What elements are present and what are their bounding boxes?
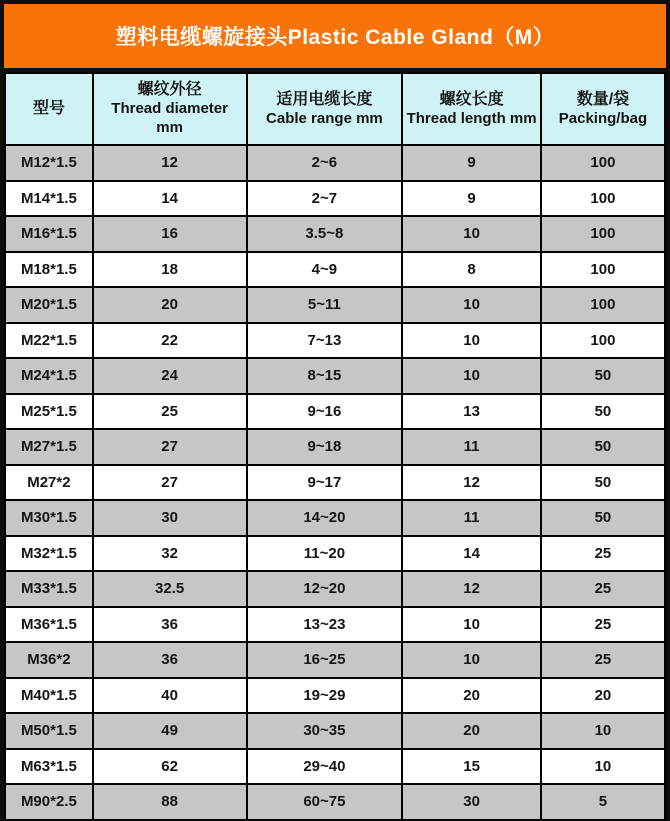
table-cell: 20: [402, 713, 541, 749]
table-cell: 62: [93, 749, 247, 785]
table-cell: 25: [541, 536, 665, 572]
table-cell: 50: [541, 429, 665, 465]
table-cell: 7~13: [247, 323, 403, 359]
table-cell: 9: [402, 145, 541, 181]
table-cell: 3.5~8: [247, 216, 403, 252]
table-cell: 10: [402, 607, 541, 643]
table-cell: 10: [402, 287, 541, 323]
table-cell: 50: [541, 394, 665, 430]
header-row: [5, 73, 665, 145]
table-cell: 100: [541, 181, 665, 217]
table-cell: 16: [93, 216, 247, 252]
col-header-cable-range: [247, 73, 403, 145]
table-cell: 36: [93, 642, 247, 678]
table-cell: 50: [541, 465, 665, 501]
table-row: [5, 678, 665, 714]
table-cell: M33*1.5: [5, 571, 93, 607]
table-cell: 10: [402, 642, 541, 678]
table-cell: 13~23: [247, 607, 403, 643]
table-row: [5, 465, 665, 501]
table-cell: 12: [402, 465, 541, 501]
table-cell: 100: [541, 216, 665, 252]
col-header-cable-range-en: Cable range mm: [266, 109, 383, 127]
table-header: [5, 73, 665, 145]
table-row: [5, 358, 665, 394]
table-row: [5, 749, 665, 785]
table-cell: 9~17: [247, 465, 403, 501]
table-cell: 14: [402, 536, 541, 572]
table-cell: 32: [93, 536, 247, 572]
table-cell: 8~15: [247, 358, 403, 394]
table-cell: M90*2.5: [5, 784, 93, 820]
col-header-model-zh: 型号: [32, 100, 65, 117]
table-cell: 88: [93, 784, 247, 820]
title-banner: [4, 4, 666, 68]
table-cell: 9: [402, 181, 541, 217]
table-cell: 10: [402, 216, 541, 252]
table-cell: 10: [402, 358, 541, 394]
table-cell: M36*1.5: [5, 607, 93, 643]
table-cell: 25: [541, 607, 665, 643]
table-cell: 11: [402, 500, 541, 536]
table-cell: 14: [93, 181, 247, 217]
table-cell: 9~16: [247, 394, 403, 430]
table-cell: 27: [93, 429, 247, 465]
table-cell: M27*1.5: [5, 429, 93, 465]
table-cell: 22: [93, 323, 247, 359]
table-cell: 27: [93, 465, 247, 501]
table-row: [5, 394, 665, 430]
table-cell: 11~20: [247, 536, 403, 572]
table-cell: 5~11: [247, 287, 403, 323]
table-cell: 36: [93, 607, 247, 643]
table-cell: M18*1.5: [5, 252, 93, 288]
table-cell: 25: [541, 571, 665, 607]
table-cell: 11: [402, 429, 541, 465]
table-cell: 30: [93, 500, 247, 536]
table-row: [5, 642, 665, 678]
table-cell: M32*1.5: [5, 536, 93, 572]
table-cell: 100: [541, 323, 665, 359]
table-cell: 18: [93, 252, 247, 288]
table-cell: 20: [402, 678, 541, 714]
table-cell: 14~20: [247, 500, 403, 536]
col-header-model: [5, 73, 93, 145]
table-cell: M16*1.5: [5, 216, 93, 252]
table-row: [5, 323, 665, 359]
col-header-thread-length-en: Thread length mm: [406, 109, 537, 127]
table-row: [5, 429, 665, 465]
table-cell: 2~6: [247, 145, 403, 181]
table-cell: 5: [541, 784, 665, 820]
table-row: [5, 216, 665, 252]
table-cell: M22*1.5: [5, 323, 93, 359]
col-header-packing-en: Packing/bag: [558, 109, 648, 127]
col-header-thread-diameter-zh: 螺纹外径: [137, 81, 202, 99]
spec-table: [4, 72, 666, 821]
table-cell: 10: [541, 749, 665, 785]
table-cell: 9~18: [247, 429, 403, 465]
table-row: [5, 145, 665, 181]
col-header-thread-diameter-unit: mm: [156, 119, 183, 136]
table-cell: 30~35: [247, 713, 403, 749]
table-row: [5, 713, 665, 749]
table-cell: M63*1.5: [5, 749, 93, 785]
table-row: [5, 252, 665, 288]
table-cell: 50: [541, 358, 665, 394]
table-cell: 40: [93, 678, 247, 714]
table-cell: 2~7: [247, 181, 403, 217]
table-row: [5, 500, 665, 536]
table-cell: 10: [541, 713, 665, 749]
table-body: [5, 145, 665, 820]
table-cell: 20: [93, 287, 247, 323]
table-cell: 25: [541, 642, 665, 678]
table-row: [5, 536, 665, 572]
table-row: [5, 571, 665, 607]
table-cell: M24*1.5: [5, 358, 93, 394]
col-header-thread-length: [402, 73, 541, 145]
table-row: [5, 181, 665, 217]
table-cell: M12*1.5: [5, 145, 93, 181]
table-cell: 100: [541, 252, 665, 288]
table-cell: 13: [402, 394, 541, 430]
table-row: [5, 287, 665, 323]
table-cell: 20: [541, 678, 665, 714]
table-cell: 100: [541, 287, 665, 323]
table-row: [5, 784, 665, 820]
page-title: 塑料电缆螺旋接头Plastic Cable Gland（M）: [115, 26, 555, 49]
table-cell: M50*1.5: [5, 713, 93, 749]
table-cell: M25*1.5: [5, 394, 93, 430]
table-cell: 100: [541, 145, 665, 181]
table-cell: 19~29: [247, 678, 403, 714]
table-cell: M40*1.5: [5, 678, 93, 714]
table-cell: 49: [93, 713, 247, 749]
col-header-thread-diameter-en: Thread diameter: [111, 100, 228, 118]
table-cell: M30*1.5: [5, 500, 93, 536]
table-cell: 50: [541, 500, 665, 536]
table-cell: M20*1.5: [5, 287, 93, 323]
table-cell: M36*2: [5, 642, 93, 678]
table-cell: 12~20: [247, 571, 403, 607]
table-cell: 24: [93, 358, 247, 394]
table-cell: 30: [402, 784, 541, 820]
table-cell: 10: [402, 323, 541, 359]
table-cell: 60~75: [247, 784, 403, 820]
col-header-thread-length-zh: 螺纹长度: [439, 90, 504, 108]
table-cell: 12: [402, 571, 541, 607]
table-cell: 29~40: [247, 749, 403, 785]
table-cell: 4~9: [247, 252, 403, 288]
table-cell: 25: [93, 394, 247, 430]
table-cell: 15: [402, 749, 541, 785]
col-header-cable-range-zh: 适用电缆长度: [276, 90, 373, 108]
table-cell: 16~25: [247, 642, 403, 678]
col-header-packing: [541, 73, 665, 145]
table-cell: M14*1.5: [5, 181, 93, 217]
col-header-thread-diameter: [93, 73, 247, 145]
table-row: [5, 607, 665, 643]
col-header-packing-zh: 数量/袋: [576, 90, 630, 108]
table-cell: M27*2: [5, 465, 93, 501]
table-cell: 32.5: [93, 571, 247, 607]
table-cell: 12: [93, 145, 247, 181]
table-cell: 8: [402, 252, 541, 288]
